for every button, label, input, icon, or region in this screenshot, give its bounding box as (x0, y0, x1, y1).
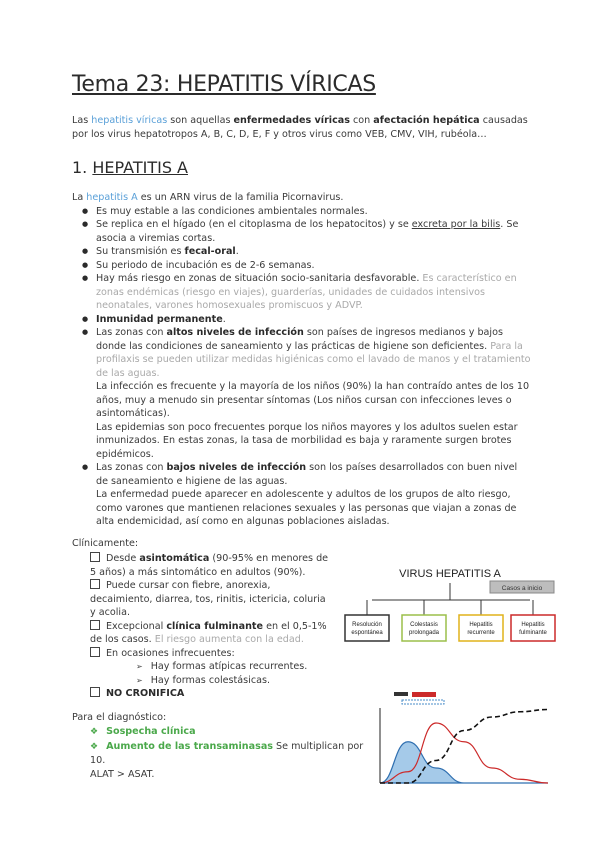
arrow-icon: ➢ (136, 675, 143, 685)
list-item: Desde asintomática (90-95% en menores de 5 años) a más sintomático en adultos (90%). (90, 553, 329, 578)
diagram-outcome-label: Colestasis (410, 622, 438, 628)
list-item: Puede cursar con fiebre, anorexia, decaimiento, diarrea, tos, rinitis, ictericia, coluria y acolia. (90, 580, 326, 618)
list-item: NO CRONIFICA (90, 687, 330, 701)
diagram-title: VIRUS HEPATITIS A (399, 568, 501, 580)
list-item: Excepcional clínica fulminante en el 0,5-1% de los casos. El riesgo aumenta con la edad. (90, 620, 327, 645)
diagram-top-box-label: Casos a inicio (501, 585, 543, 592)
hepatitis-a-diagram (340, 560, 560, 660)
list-item: En ocasiones infrecuentes: (90, 647, 330, 661)
checkbox[interactable] (90, 687, 100, 697)
chart-legend-bar (412, 692, 436, 697)
list-item: ● Hay más riesgo en zonas de situación socio-sanitaria desfavorable. Es característico en zonas endémicas (riesgo en viajes), guarderías, unidades de cuidados intensivos neonatales, varones homosexuales promiscuos y ADVP. (72, 272, 532, 313)
diagram-outcome-box (402, 615, 446, 641)
diagram-outcome-label: fulminante (519, 630, 547, 636)
list-item: ● Inmunidad permanente. (72, 313, 532, 327)
intro-paragraph: Las hepatitis víricas son aquellas enfermedades víricas con afectación hepática causadas por los virus hepatotropos A, B, C, D, E, F y otros virus como VEB, CMV, VIH, rubéola… (72, 115, 528, 140)
diagram-outcome-label: espontánea (351, 630, 383, 636)
lead-paragraph: La hepatitis A es un ARN virus de la familia Picornavirus. (72, 192, 344, 203)
diagram-outcome-label: prolongada (408, 630, 440, 636)
list-item: ➢ Hay formas atípicas recurrentes. (136, 661, 308, 672)
hepatitis-a-list (72, 205, 532, 529)
list-item: ➢ Hay formas colestásicas. (136, 674, 271, 686)
hepatitis-a-body (72, 191, 532, 529)
page-title: Tema 23: HEPATITIS VÍRICAS (72, 72, 376, 97)
list-item: ● Las zonas con bajos niveles de infección son los países desarrollados con buen nivel de saneamiento e higiene de las aguas. La enfermedad puede aparecer en adolescente y adultos de los grupos de alto riesgo, como varones que mantienen relaciones sexuales y las personas que viajan a zonas de alta endemicidad, así como en algunas poblaciones aisladas. (72, 461, 532, 529)
diagram-outcome-label: Hepatitis (469, 622, 493, 628)
diagram-outcome-box (459, 615, 503, 641)
list-item: ❖ Aumento de las transaminasas Se multiplican por 10. ALAT > ASAT. (90, 740, 364, 780)
list-item: ● Es muy estable a las condiciones ambientales normales. (72, 205, 532, 219)
list-item: ● Se replica en el hígado (en el citoplasma de los hepatocitos) y se excreta por la bilis. Se asocia a viremias cortas. (72, 218, 532, 245)
arrow-icon: ➢ (136, 662, 143, 671)
diamond-bullet-icon: ❖ (90, 741, 99, 752)
list-item: ● Su transmisión es fecal-oral. (72, 245, 532, 259)
chart-legend-bar (402, 700, 444, 704)
diagram-outcome-label: Hepatitis (521, 622, 545, 628)
list-item: ● Su periodo de incubación es de 2-6 semanas. (72, 259, 532, 273)
diagram-outcome-label: Resolución (352, 622, 382, 628)
diagram-outcome-box (511, 615, 555, 641)
list-item: ❖ Sospecha clínica (90, 726, 196, 737)
checkbox[interactable] (90, 552, 100, 562)
diagnosis-heading: Para el diagnóstico: (72, 712, 167, 723)
chart-legend-bar (394, 692, 408, 696)
diagram-outcome-box (345, 615, 389, 641)
diagram-outcome-label: recurrente (467, 630, 495, 636)
checkbox[interactable] (90, 579, 100, 589)
diamond-bullet-icon: ❖ (90, 727, 99, 737)
section-heading: 1. HEPATITIS A (72, 158, 188, 177)
checkbox[interactable] (90, 647, 100, 657)
clinic-heading: Clínicamente: (72, 538, 139, 549)
diagnosis-list (90, 725, 370, 781)
intro-highlight: hepatitis víricas (91, 115, 168, 126)
checkbox[interactable] (90, 620, 100, 630)
serology-chart (372, 688, 552, 796)
chart-series-viremia (380, 742, 548, 783)
list-item: ● Las zonas con altos niveles de infección son países de ingresos medianos y bajos donde las condiciones de saneamiento y las prácticas de higiene son deficientes. Para la profilaxis se pueden utilizar medidas higiénicas como el lavado de manos y el tratamiento de las aguas. La infección es frecuente y la mayoría de los niños (90%) la han contraído antes de los 10 años, muy a menudo sin presentar síntomas (Los niños cursan con infecciones leves o asintomáticas). Las epidemias son poco frecuentes porque los niños mayores y los adultos suelen estar inmunizados. En estas zonas, la tasa de morbilidad es baja y raramente surgen brotes epidémicos. (72, 326, 532, 461)
clinic-list (90, 552, 330, 701)
